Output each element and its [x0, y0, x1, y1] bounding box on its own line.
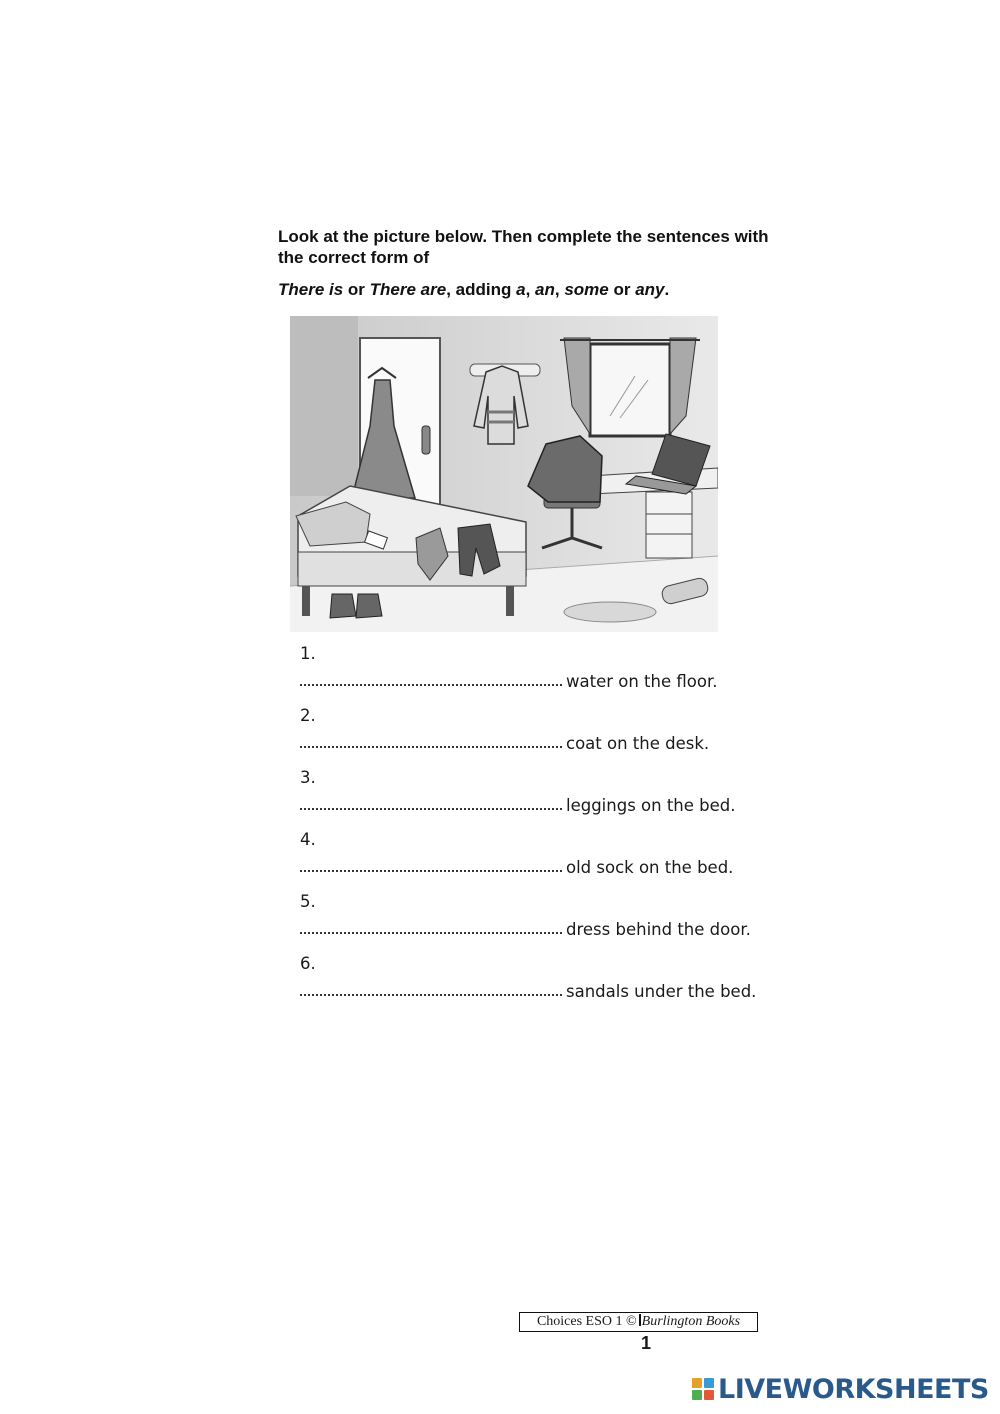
item-ending: water on the floor.	[566, 672, 718, 691]
answer-blank-4[interactable]	[300, 860, 562, 872]
item-ending: leggings on the bed.	[566, 796, 736, 815]
bedroom-illustration	[290, 316, 718, 632]
instruction-text: Look at the picture below. Then complete the sentences with the correct form of	[278, 227, 769, 267]
item-number: 3.	[300, 768, 316, 787]
item-ending: coat on the desk.	[566, 734, 710, 753]
item-ending: sandals under the bed.	[566, 982, 757, 1001]
copyright-box: Choices ESO 1 © Burlington Books	[519, 1312, 758, 1332]
phrase-there-are: There are	[369, 280, 447, 299]
answer-blank-5[interactable]	[300, 922, 562, 934]
answer-blank-6[interactable]	[300, 984, 562, 996]
exercise-item-2	[300, 702, 780, 764]
answer-blank-3[interactable]	[300, 798, 562, 810]
answer-blank-1[interactable]	[300, 674, 562, 686]
instruction-grammar: There is or There are, adding a, an, some or any.	[278, 280, 670, 299]
answer-blank-2[interactable]	[300, 736, 562, 748]
publisher-name: Burlington Books	[641, 1314, 741, 1329]
item-number: 6.	[300, 954, 316, 973]
liveworksheets-logo-icon	[692, 1378, 714, 1400]
item-number: 1.	[300, 644, 316, 663]
item-number: 5.	[300, 892, 316, 911]
publisher-logo-icon	[639, 1314, 641, 1326]
item-number: 2.	[300, 706, 316, 725]
phrase-there-is: There is	[278, 280, 344, 299]
exercise-item-5	[300, 888, 780, 950]
exercise-item-1	[300, 640, 780, 702]
exercise-item-6	[300, 950, 780, 1012]
page-number: 1	[640, 1333, 651, 1353]
item-ending: old sock on the bed.	[566, 858, 734, 877]
exercise-item-4	[300, 826, 780, 888]
exercise-list	[300, 640, 780, 1012]
item-ending: dress behind the door.	[566, 920, 751, 939]
item-number: 4.	[300, 830, 316, 849]
liveworksheets-brand[interactable]	[692, 1372, 989, 1406]
exercise-item-3	[300, 764, 780, 826]
brand-name: LIVEWORKSHEETS	[718, 1373, 989, 1405]
